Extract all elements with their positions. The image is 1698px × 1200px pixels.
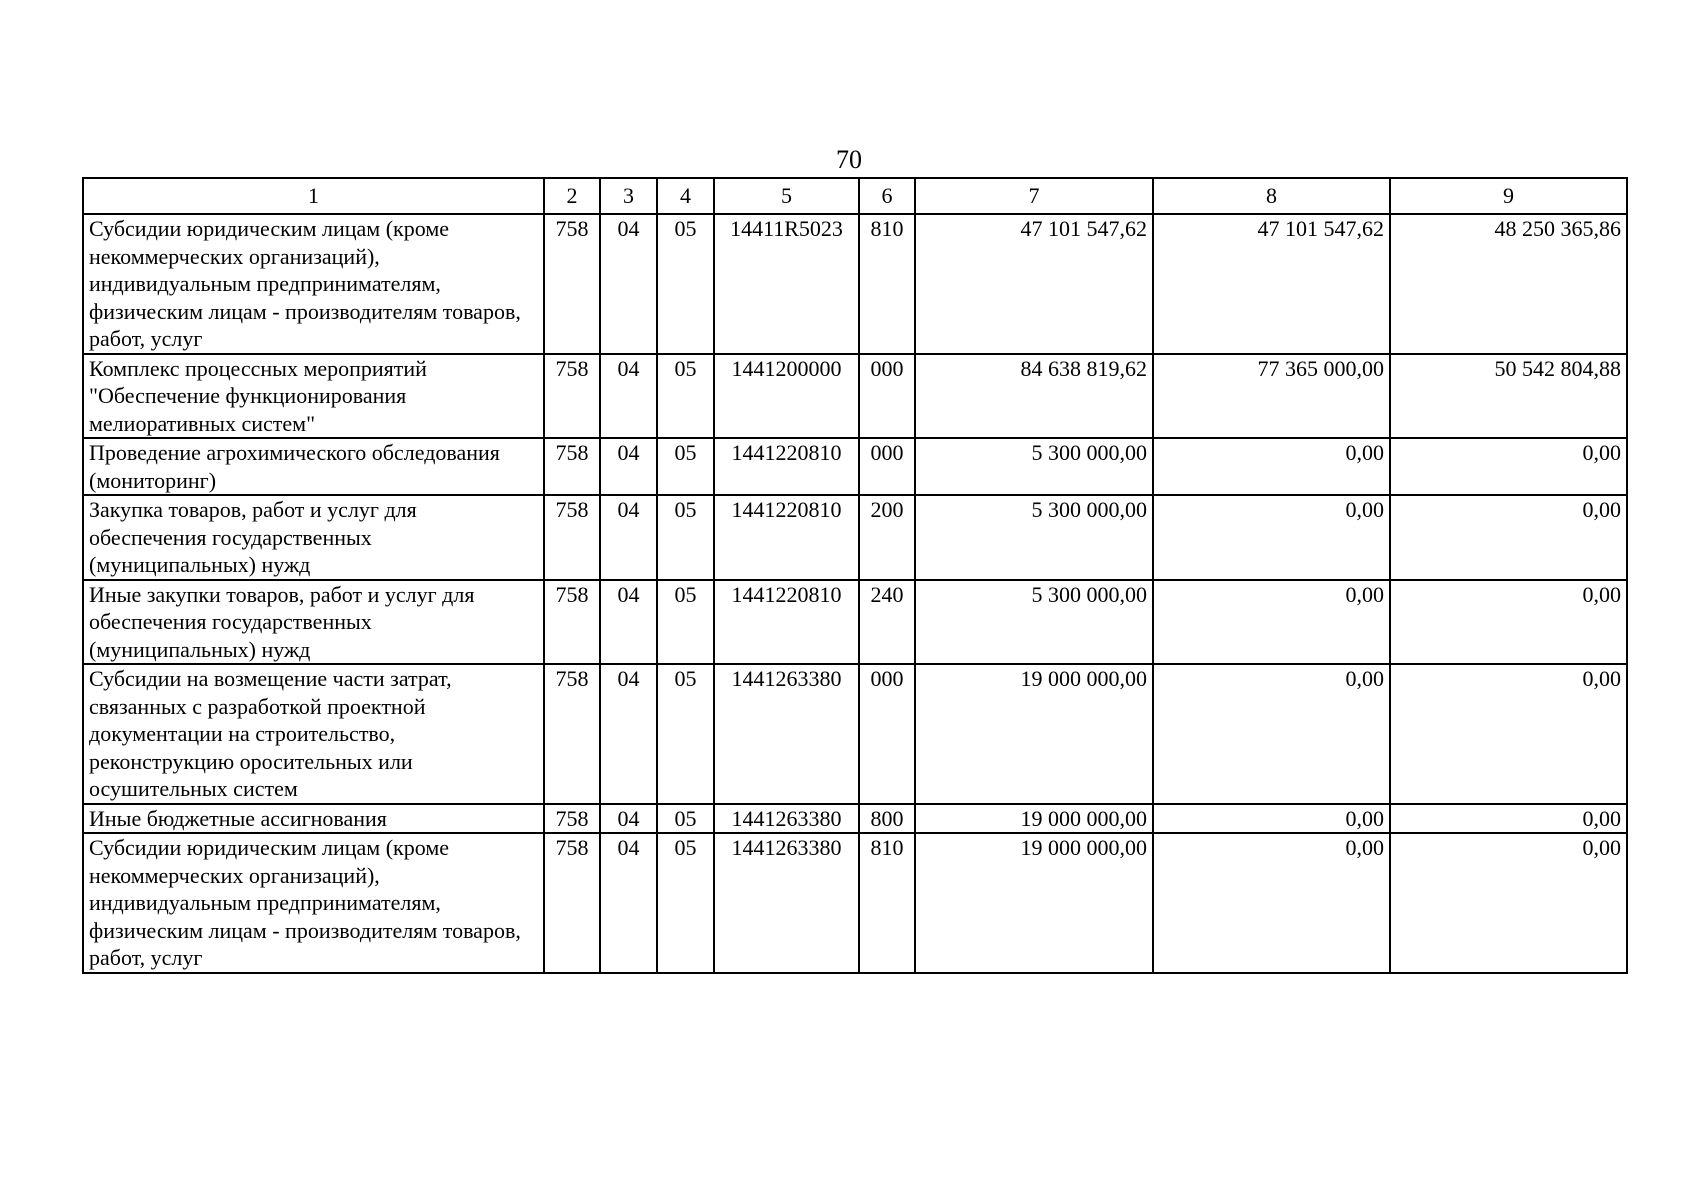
expense-type-code: 000 [859, 438, 915, 495]
subsection-code: 05 [657, 804, 714, 834]
amount-col-7: 47 101 547,62 [915, 214, 1153, 354]
expense-type-code: 810 [859, 833, 915, 973]
column-header-9: 9 [1390, 178, 1627, 214]
amount-col-8: 0,00 [1153, 833, 1390, 973]
row-name: Субсидии на возмещение части затрат, связанных с разработкой проектной документации на строительство, реконструкцию оросительных или осушительных систем [83, 664, 544, 804]
section-code: 04 [600, 438, 657, 495]
table-row [83, 438, 1627, 495]
amount-col-7: 5 300 000,00 [915, 580, 1153, 665]
table-row [83, 214, 1627, 354]
amount-col-8: 0,00 [1153, 580, 1390, 665]
target-article-code: 1441263380 [714, 664, 859, 804]
amount-col-7: 19 000 000,00 [915, 804, 1153, 834]
subsection-code: 05 [657, 833, 714, 973]
amount-col-8: 0,00 [1153, 438, 1390, 495]
admin-code: 758 [544, 214, 600, 354]
amount-col-8: 47 101 547,62 [1153, 214, 1390, 354]
column-header-8: 8 [1153, 178, 1390, 214]
amount-col-9: 0,00 [1390, 495, 1627, 580]
table-row [83, 580, 1627, 665]
expense-type-code: 810 [859, 214, 915, 354]
row-name: Иные закупки товаров, работ и услуг для обеспечения государственных (муниципальных) нужд [83, 580, 544, 665]
subsection-code: 05 [657, 438, 714, 495]
amount-col-8: 0,00 [1153, 664, 1390, 804]
admin-code: 758 [544, 495, 600, 580]
row-name: Субсидии юридическим лицам (кроме некоммерческих организаций), индивидуальным предпринимателям, физическим лицам - производителям товаров, работ, услуг [83, 214, 544, 354]
amount-col-9: 0,00 [1390, 664, 1627, 804]
amount-col-8: 77 365 000,00 [1153, 354, 1390, 439]
row-name: Субсидии юридическим лицам (кроме некоммерческих организаций), индивидуальным предпринимателям, физическим лицам - производителям товаров, работ, услуг [83, 833, 544, 973]
subsection-code: 05 [657, 580, 714, 665]
budget-table [82, 177, 1628, 974]
section-code: 04 [600, 495, 657, 580]
amount-col-9: 50 542 804,88 [1390, 354, 1627, 439]
column-header-5: 5 [714, 178, 859, 214]
row-name: Закупка товаров, работ и услуг для обеспечения государственных (муниципальных) нужд [83, 495, 544, 580]
section-code: 04 [600, 354, 657, 439]
amount-col-8: 0,00 [1153, 495, 1390, 580]
amount-col-7: 84 638 819,62 [915, 354, 1153, 439]
header-row [83, 178, 1627, 214]
target-article-code: 14411R5023 [714, 214, 859, 354]
amount-col-9: 0,00 [1390, 833, 1627, 973]
admin-code: 758 [544, 664, 600, 804]
admin-code: 758 [544, 833, 600, 973]
table-row [83, 833, 1627, 973]
target-article-code: 1441263380 [714, 804, 859, 834]
row-name: Проведение агрохимического обследования (мониторинг) [83, 438, 544, 495]
subsection-code: 05 [657, 495, 714, 580]
amount-col-9: 0,00 [1390, 804, 1627, 834]
column-header-2: 2 [544, 178, 600, 214]
page-number: 70 [836, 145, 862, 174]
subsection-code: 05 [657, 214, 714, 354]
section-code: 04 [600, 664, 657, 804]
amount-col-7: 5 300 000,00 [915, 495, 1153, 580]
amount-col-9: 48 250 365,86 [1390, 214, 1627, 354]
expense-type-code: 800 [859, 804, 915, 834]
target-article-code: 1441220810 [714, 438, 859, 495]
amount-col-8: 0,00 [1153, 804, 1390, 834]
amount-col-9: 0,00 [1390, 580, 1627, 665]
amount-col-7: 19 000 000,00 [915, 833, 1153, 973]
column-header-3: 3 [600, 178, 657, 214]
column-header-4: 4 [657, 178, 714, 214]
row-name: Иные бюджетные ассигнования [83, 804, 544, 834]
target-article-code: 1441220810 [714, 495, 859, 580]
expense-type-code: 000 [859, 354, 915, 439]
admin-code: 758 [544, 354, 600, 439]
section-code: 04 [600, 214, 657, 354]
amount-col-7: 5 300 000,00 [915, 438, 1153, 495]
column-header-7: 7 [915, 178, 1153, 214]
table-row [83, 804, 1627, 834]
expense-type-code: 000 [859, 664, 915, 804]
section-code: 04 [600, 833, 657, 973]
section-code: 04 [600, 804, 657, 834]
subsection-code: 05 [657, 664, 714, 804]
target-article-code: 1441200000 [714, 354, 859, 439]
expense-type-code: 240 [859, 580, 915, 665]
column-header-1: 1 [83, 178, 544, 214]
amount-col-7: 19 000 000,00 [915, 664, 1153, 804]
expense-type-code: 200 [859, 495, 915, 580]
section-code: 04 [600, 580, 657, 665]
target-article-code: 1441220810 [714, 580, 859, 665]
admin-code: 758 [544, 438, 600, 495]
table-row [83, 495, 1627, 580]
subsection-code: 05 [657, 354, 714, 439]
table-row [83, 664, 1627, 804]
amount-col-9: 0,00 [1390, 438, 1627, 495]
table-row [83, 354, 1627, 439]
admin-code: 758 [544, 804, 600, 834]
row-name: Комплекс процессных мероприятий "Обеспечение функционирования мелиоративных систем" [83, 354, 544, 439]
admin-code: 758 [544, 580, 600, 665]
column-header-6: 6 [859, 178, 915, 214]
target-article-code: 1441263380 [714, 833, 859, 973]
